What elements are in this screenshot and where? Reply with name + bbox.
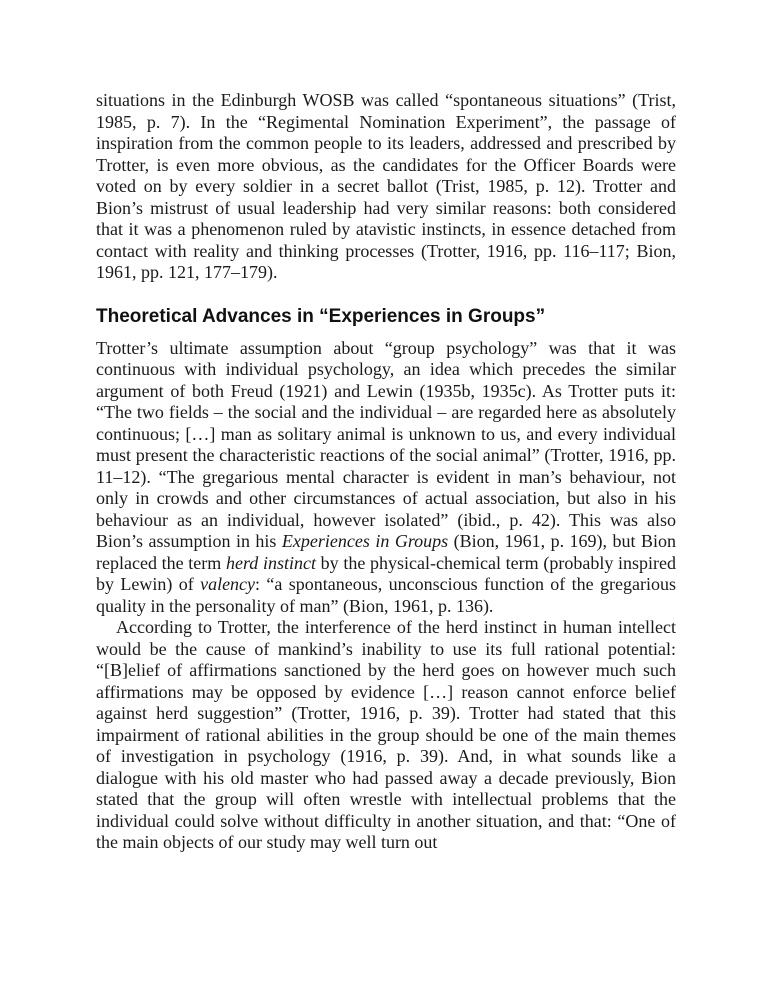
paragraph-text: Trotter’s ultimate assumption about “group psychology” was that it was continuous with individual psychology, an idea which precedes the similar argument of both Freud (1921) and Lewin (1935b, 1935c). As Trotter puts it: “The two fields – the social and the individual – are regarded here as absolutely continuous; […] man as solitary animal is unknown to us, and every individual must present the characteristic reactions of the social animal” (Trotter, 1916, pp. 11–12). “The gregarious mental character is evident in man’s behaviour, not only in crowds and other circumstances of actual association, but also in his behaviour as an individual, however isolated” (ibid., p. 42). This was also Bion’s assumption in his — [96, 337, 676, 551]
body-paragraph: situations in the Edinburgh WOSB was called “spontaneous situations” (Trist, 1985, p. 7). In the “Regimental Nomination Experiment”, the passage of inspiration from the common people to its leaders, addressed and prescribed by Trotter, is even more obvious, as the candidates for the Officer Boards were voted on by every soldier in a secret ballot (Trist, 1985, p. 12). Trotter and Bion’s mistrust of usual leadership had very similar reasons: both considered that it was a phenomenon ruled by atavistic instincts, in essence detached from contact with reality and thinking processes (Trotter, 1916, pp. 116–117; Bion, 1961, pp. 121, 177–179). — [96, 90, 676, 282]
term-italic: valency — [200, 574, 256, 594]
book-title-italic: Experiences in Groups — [281, 531, 449, 551]
section-heading: Theoretical Advances in “Experiences in Groups” — [96, 305, 546, 327]
body-paragraph: According to Trotter, the interference of the herd instinct in human intellect would be the cause of mankind’s inability to use its full rational potential: “[B]elief of affirmations sanctioned by the herd goes on however much such affirmations may be opposed by evidence […] reason cannot enforce belief against herd suggestion” (Trotter, 1916, p. 39). Trotter had stated that this impairment of rational abilities in the group should be one of the main themes of investigation in psychology (1916, p. 39). And, in what sounds like a dialogue with his old master who had passed away a decade previously, Bion stated that the group will often wrestle with intellectual problems that the individual could solve without difficulty in another situation, and that: “One of the main objects of our study may well turn out — [96, 617, 676, 852]
paragraph-text: (Bion, 1961, p. 169), but Bion replaced the term — [96, 531, 677, 573]
term-italic: herd instinct — [225, 552, 316, 573]
document-page — [96, 90, 676, 854]
body-paragraph — [96, 338, 676, 618]
paragraph-text: by the physical-chemical term (probably inspired by Lewin) of — [96, 552, 676, 594]
paragraph-text: : “a spontaneous, unconscious function of the gregarious quality in the personality of man” (Bion, 1961, p. 136). — [96, 574, 676, 616]
